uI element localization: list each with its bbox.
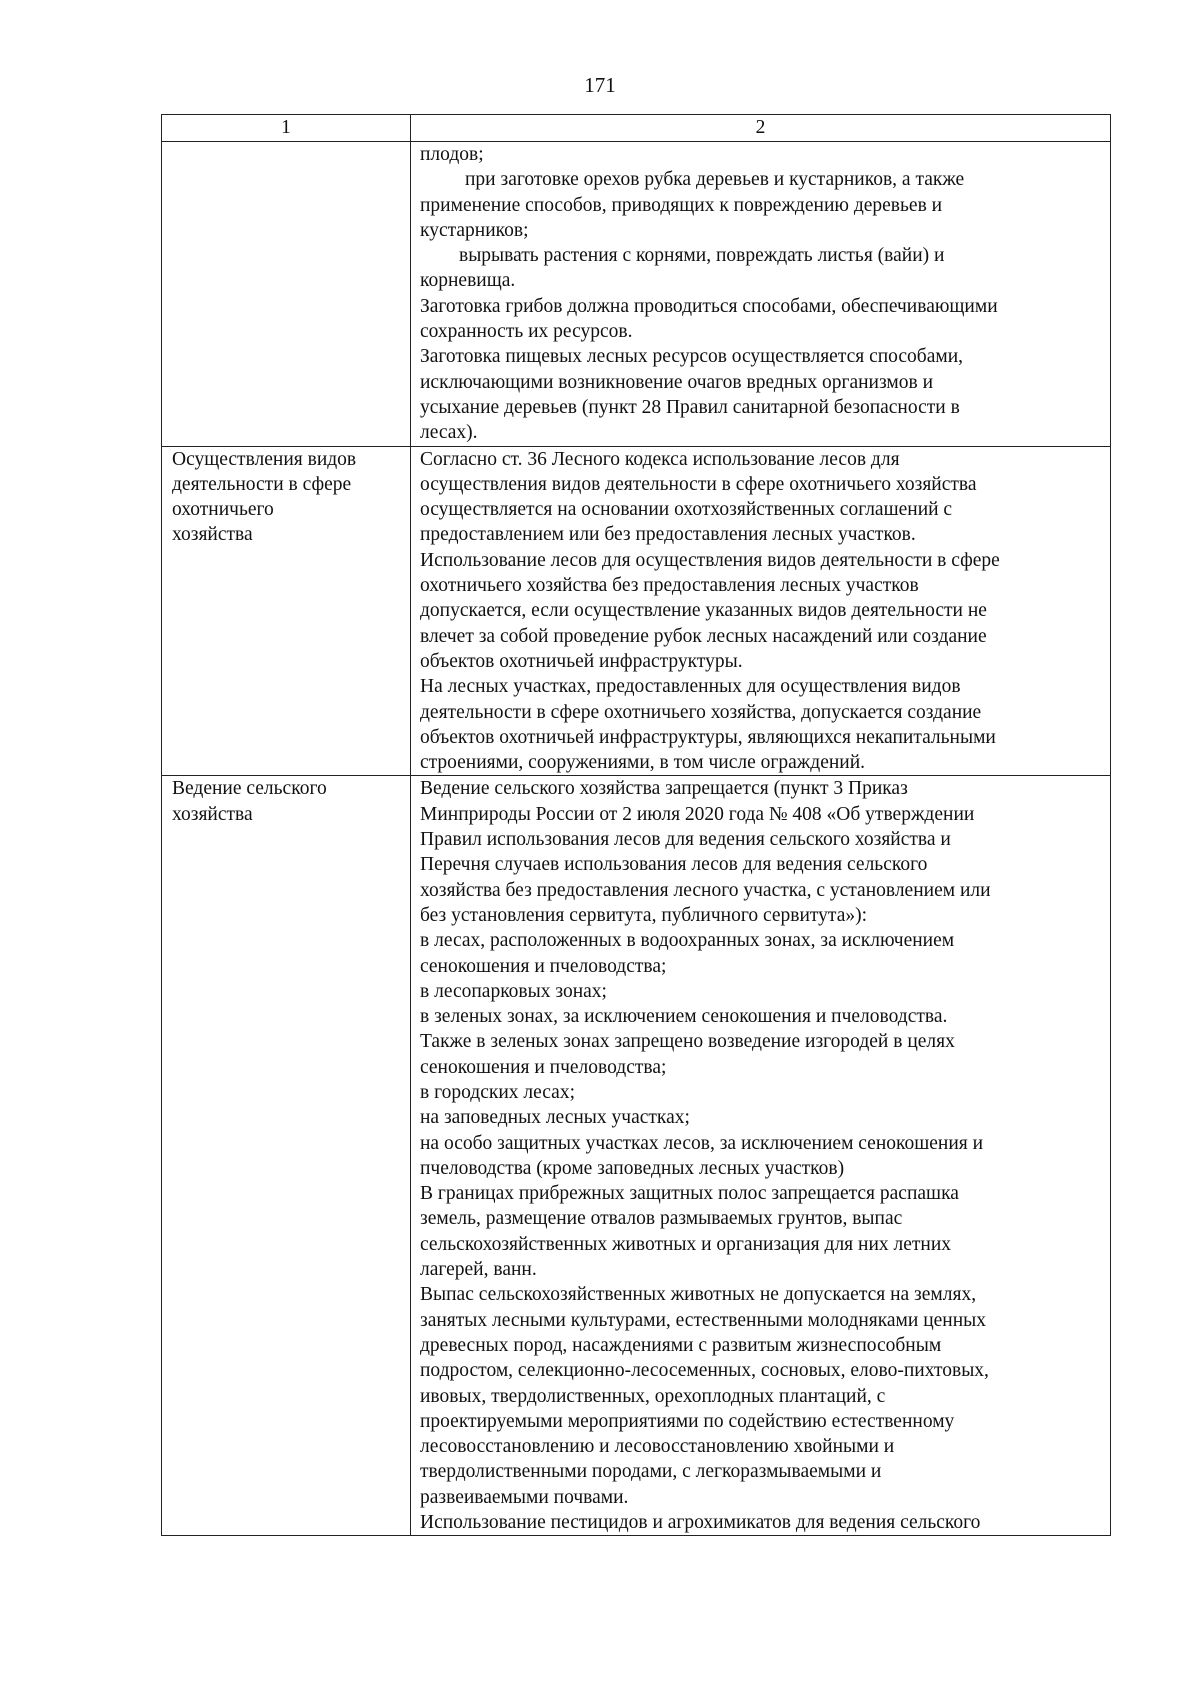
table-row bbox=[162, 446, 1111, 776]
regulation-text-line: применение способов, приводящих к повреждению деревьев и bbox=[420, 194, 943, 216]
regulation-text-line: лесовосстановлению и лесовосстановлению хвойными и bbox=[420, 1436, 895, 1458]
regulation-text-line: влечет за собой проведение рубок лесных насаждений или создание bbox=[420, 625, 987, 647]
regulation-text-line: Использование лесов для осуществления видов деятельности в сфере bbox=[420, 549, 1000, 571]
regulation-text-line: древесных пород, насаждениями с развитым жизнеспособным bbox=[420, 1334, 942, 1356]
activity-type-line: хозяйства bbox=[172, 524, 253, 546]
regulation-text-line: Выпас сельскохозяйственных животных не допускается на землях, bbox=[420, 1284, 977, 1306]
regulation-text-line: земель, размещение отвалов размываемых грунтов, выпас bbox=[420, 1208, 903, 1230]
regulation-text-line: сохранность их ресурсов. bbox=[420, 321, 633, 343]
regulation-text-line: вырывать растения с корнями, повреждать листья (вайи) и bbox=[459, 245, 945, 267]
regulation-text-line: сельскохозяйственных животных и организация для них летних bbox=[420, 1233, 952, 1255]
regulation-text-line: твердолиственными породами, с легкоразмываемыми и bbox=[420, 1461, 882, 1483]
regulation-text-line: Ведение сельского хозяйства запрещается (пункт 3 Приказ bbox=[420, 778, 908, 800]
regulation-text-line: занятых лесными культурами, естественными молодняками ценных bbox=[420, 1309, 987, 1331]
regulation-text-line: Согласно ст. 36 Лесного кодекса использование лесов для bbox=[420, 448, 900, 470]
regulation-text-line: усыхание деревьев (пункт 28 Правил санитарной безопасности в bbox=[420, 396, 960, 418]
table-row bbox=[162, 776, 1111, 1536]
regulation-text-line: В границах прибрежных защитных полос запрещается распашка bbox=[420, 1183, 959, 1205]
regulation-text-line: исключающими возникновение очагов вредных организмов и bbox=[420, 371, 934, 393]
regulation-text-line: охотничьего хозяйства без предоставления лесных участков bbox=[420, 575, 919, 597]
table-header-row bbox=[162, 115, 1111, 142]
regulation-text-line: Также в зеленых зонах запрещено возведение изгородей в целях bbox=[420, 1031, 955, 1053]
regulation-text-line: плодов; bbox=[420, 144, 484, 165]
regulation-text-line: пчеловодства (кроме заповедных лесных участков) bbox=[420, 1157, 845, 1179]
regulation-text-line: подростом, селекционно-лесосеменных, сосновых, елово-пихтовых, bbox=[420, 1360, 989, 1382]
regulation-text-line: проектируемыми мероприятиями по содействию естественному bbox=[420, 1410, 955, 1432]
regulation-text-line: в городских лесах; bbox=[420, 1081, 575, 1103]
regulation-text-line: объектов охотничьей инфраструктуры, являющихся некапитальными bbox=[420, 726, 996, 748]
regulation-text-line: лесах). bbox=[420, 422, 478, 444]
regulation-text-line: на заповедных лесных участках; bbox=[420, 1107, 690, 1129]
activity-type-line: Ведение сельского bbox=[172, 778, 327, 800]
regulation-text-line: деятельности в сфере охотничьего хозяйства, допускается создание bbox=[420, 701, 982, 723]
regulation-text-line: Использование пестицидов и агрохимикатов для ведения сельского bbox=[420, 1512, 981, 1534]
regulation-text-line: без установления сервитута, публичного сервитута»): bbox=[420, 904, 868, 926]
column-header-1: 1 bbox=[162, 115, 411, 142]
activity-type-cell bbox=[162, 446, 411, 776]
regulation-text-line: при заготовке орехов рубка деревьев и кустарников, а также bbox=[465, 169, 965, 191]
regulation-text-line: строениями, сооружениями, в том числе ограждений. bbox=[420, 752, 866, 774]
regulation-text-line: допускается, если осуществление указанных видов деятельности не bbox=[420, 600, 987, 622]
activity-type-cell bbox=[162, 142, 411, 447]
regulation-text-line: осуществления видов деятельности в сфере охотничьего хозяйства bbox=[420, 473, 977, 495]
regulation-text-line: Перечня случаев использования лесов для ведения сельского bbox=[420, 854, 928, 876]
regulation-text-line: осуществляется на основании охотхозяйственных соглашений с bbox=[420, 499, 953, 521]
page-number: 171 bbox=[584, 73, 616, 97]
regulation-text-line: на особо защитных участках лесов, за исключением сенокошения и bbox=[420, 1132, 984, 1154]
regulation-text-line: кустарников; bbox=[420, 219, 529, 241]
regulation-text-line: корневища. bbox=[420, 270, 516, 292]
activity-type-line: деятельности в сфере bbox=[172, 473, 352, 495]
activity-type-line: Осуществления видов bbox=[172, 448, 357, 470]
regulation-text-line: сенокошения и пчеловодства; bbox=[420, 1056, 667, 1078]
regulation-text-line: в лесопарковых зонах; bbox=[420, 980, 607, 1002]
regulation-text-cell bbox=[411, 142, 1111, 447]
regulation-text-line: в лесах, расположенных в водоохранных зонах, за исключением bbox=[420, 930, 955, 952]
regulation-text-line: Заготовка пищевых лесных ресурсов осуществляется способами, bbox=[420, 346, 964, 368]
regulation-text-line: На лесных участках, предоставленных для осуществления видов bbox=[420, 676, 961, 698]
activity-type-line: хозяйства bbox=[172, 803, 253, 825]
regulation-text-line: Заготовка грибов должна проводиться способами, обеспечивающими bbox=[420, 295, 998, 317]
regulation-text-line: сенокошения и пчеловодства; bbox=[420, 955, 667, 977]
regulation-text-line: Минприроды России от 2 июля 2020 года № 408 «Об утверждении bbox=[420, 803, 975, 825]
regulation-text-cell bbox=[411, 446, 1111, 776]
regulation-text-line: в зеленых зонах, за исключением сенокошения и пчеловодства. bbox=[420, 1006, 948, 1028]
regulation-text-line: лагерей, ванн. bbox=[420, 1259, 537, 1281]
regulation-text-line: ивовых, твердолиственных, орехоплодных плантаций, с bbox=[420, 1385, 886, 1407]
regulation-text-line: хозяйства без предоставления лесного участка, с установлением или bbox=[420, 879, 991, 901]
regulation-text-line: развеиваемыми почвами. bbox=[420, 1486, 629, 1508]
regulation-text-line: объектов охотничьей инфраструктуры. bbox=[420, 650, 743, 672]
regulation-text-line: Правил использования лесов для ведения сельского хозяйства и bbox=[420, 829, 951, 851]
regulation-text-line: предоставлением или без предоставления лесных участков. bbox=[420, 524, 916, 546]
activity-type-cell bbox=[162, 776, 411, 1536]
activity-type-line: охотничьего bbox=[172, 499, 274, 521]
column-header-2: 2 bbox=[411, 115, 1111, 142]
regulations-table bbox=[161, 114, 1111, 1536]
table-row bbox=[162, 142, 1111, 447]
regulation-text-cell bbox=[411, 776, 1111, 1536]
